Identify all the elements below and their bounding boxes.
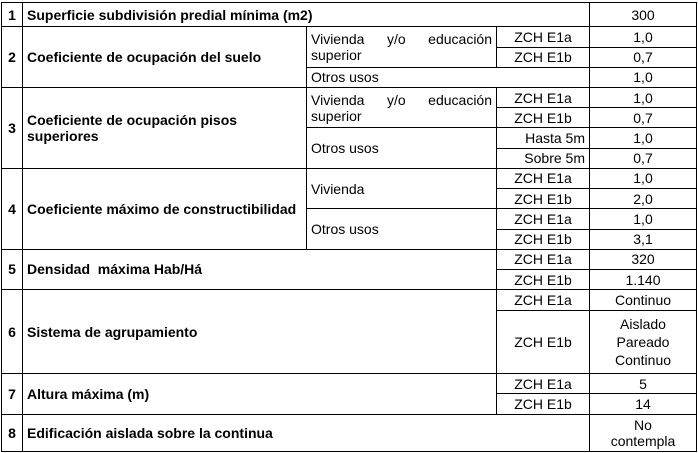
row-number: 4 — [2, 168, 23, 249]
use-type: Otros usos — [307, 128, 497, 168]
parameter-value: 1,0 — [590, 209, 697, 229]
zoning-norms-table — [1, 2, 697, 452]
parameter-value — [590, 311, 697, 374]
table-row — [2, 249, 697, 269]
height-range-label: Hasta 5m — [497, 128, 590, 148]
parameter-value: 320 — [590, 249, 697, 269]
parameter-name: Densidad máxima Hab/Há — [23, 249, 497, 289]
zone-label: ZCH E1a — [497, 88, 590, 108]
row-number: 1 — [2, 3, 23, 27]
zone-label: ZCH E1a — [497, 290, 590, 311]
table-row — [2, 27, 697, 47]
zone-label: ZCH E1b — [497, 47, 590, 67]
parameter-value: Continuo — [590, 290, 697, 311]
zone-label: ZCH E1b — [497, 269, 590, 289]
parameter-name: Edificación aislada sobre la continua — [23, 414, 590, 451]
table-row — [2, 3, 697, 27]
zone-label: ZCH E1a — [497, 249, 590, 269]
parameter-name: Superficie subdivisión predial mínima (m2) — [23, 3, 590, 27]
use-type: Otros usos — [307, 67, 590, 87]
parameter-name: Coeficiente de ocupación del suelo — [23, 27, 307, 88]
zone-label: ZCH E1a — [497, 168, 590, 188]
parameter-value: 0,7 — [590, 108, 697, 128]
table-row — [2, 414, 697, 451]
table-row — [2, 88, 697, 108]
parameter-value: 0,7 — [590, 47, 697, 67]
zone-label: ZCH E1b — [497, 189, 590, 209]
row-number: 5 — [2, 249, 23, 289]
zone-label: ZCH E1b — [497, 108, 590, 128]
parameter-value: 1,0 — [590, 168, 697, 188]
zone-label: ZCH E1a — [497, 27, 590, 47]
row-number: 7 — [2, 374, 23, 414]
parameter-value: 0,7 — [590, 148, 697, 168]
value-line: No — [634, 416, 652, 433]
row-number: 8 — [2, 414, 23, 451]
use-type: Vivienda — [307, 168, 497, 208]
parameter-value: 2,0 — [590, 189, 697, 209]
height-range-label: Sobre 5m — [497, 148, 590, 168]
row-number: 3 — [2, 88, 23, 169]
parameter-value: 1,0 — [590, 88, 697, 108]
row-number: 2 — [2, 27, 23, 88]
table-row — [2, 374, 697, 394]
table-row — [2, 290, 697, 311]
parameter-value: 14 — [590, 394, 697, 414]
zone-label: ZCH E1b — [497, 394, 590, 414]
parameter-value: 1,0 — [590, 67, 697, 87]
use-type: Otros usos — [307, 209, 497, 249]
use-type: Vivienda y/o educación superior — [307, 88, 497, 128]
parameter-name: Coeficiente de ocupación pisos superiores — [23, 88, 307, 169]
parameter-value: 5 — [590, 374, 697, 394]
grouping-option: Continuo — [614, 352, 672, 369]
grouping-option: Aislado — [620, 316, 666, 333]
table-row — [2, 168, 697, 188]
parameter-value: 1,0 — [590, 27, 697, 47]
use-type: Vivienda y/o educación superior — [307, 27, 497, 67]
parameter-name: Sistema de agrupamiento — [23, 290, 497, 374]
value-line: contempla — [610, 432, 676, 449]
parameter-name: Coeficiente máximo de constructibilidad — [23, 168, 307, 249]
parameter-name: Altura máxima (m) — [23, 374, 497, 414]
zone-label: ZCH E1a — [497, 209, 590, 229]
zone-label: ZCH E1b — [497, 229, 590, 249]
parameter-value: 300 — [590, 3, 697, 27]
zone-label: ZCH E1a — [497, 374, 590, 394]
row-number: 6 — [2, 290, 23, 374]
parameter-value: 1,0 — [590, 128, 697, 148]
parameter-value — [590, 414, 697, 451]
parameter-value: 1.140 — [590, 269, 697, 289]
zone-label: ZCH E1b — [497, 311, 590, 374]
grouping-option: Pareado — [616, 334, 670, 351]
parameter-value: 3,1 — [590, 229, 697, 249]
